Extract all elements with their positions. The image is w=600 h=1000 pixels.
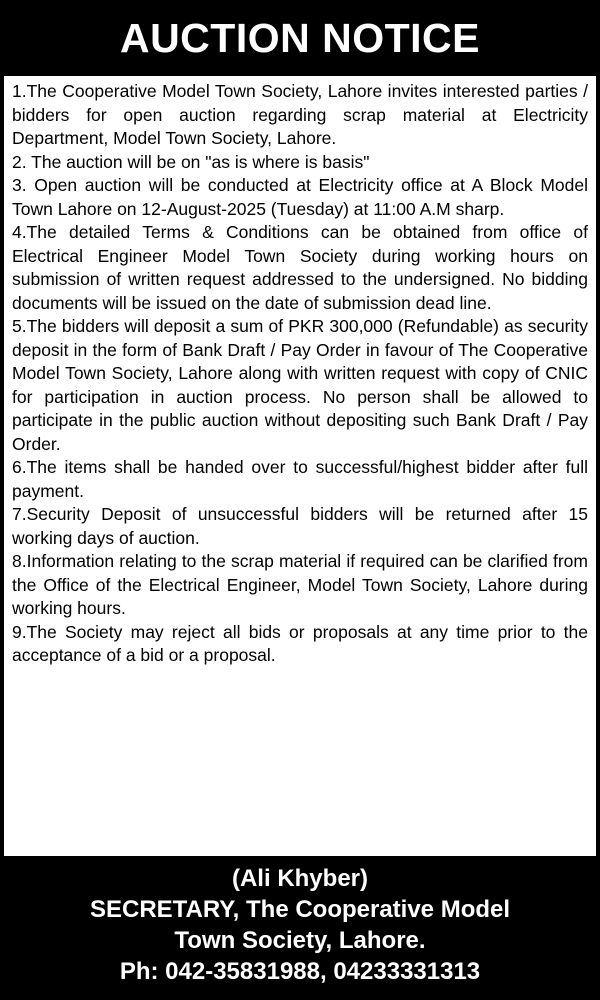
clause-5: 5.The bidders will deposit a sum of PKR 300,000 (Refundable) as security deposit in the form of Bank Draft / Pay Order in favour of The Cooperative Model Town Society, Lahore along with written request with copy of CNIC for participation in auction process. No person shall be allowed to participate in the public auction without depositing such Bank Draft / Pay Order. [12,316,588,454]
clause-1: 1.The Cooperative Model Town Society, Lahore invites interested parties / bidders for open auction regarding scrap material at Electricity Department, Model Town Society, Lahore. [12,81,588,148]
contact-phone: Ph: 042-35831988, 04233331313 [119,958,481,985]
signatory-title-line2: Town Society, Lahore. [174,927,426,954]
signatory-title-line1: SECRETARY, The Cooperative Model [89,896,511,923]
clause-6: 6.The items shall be handed over to successful/highest bidder after full payment. [12,457,588,501]
notice-body [4,76,596,856]
clause-9: 9.The Society may reject all bids or proposals at any time prior to the acceptance of a bid or a proposal. [12,621,588,665]
clause-7: 7.Security Deposit of unsuccessful bidders will be returned after 15 working days of auction. [12,504,588,548]
notice-title: AUCTION NOTICE [119,14,481,61]
clause-2: 2. The auction will be on "as is where is basis" [12,151,370,172]
clause-4: 4.The detailed Terms & Conditions can be obtained from office of Electrical Engineer Model Town Society during working hours on submission of written request addressed to the undersigned. No bidding documents will be issued on the date of submission dead line. [12,222,588,313]
clause-3: 3. Open auction will be conducted at Electricity office at A Block Model Town Lahore on 12-August-2025 (Tuesday) at 11:00 A.M sharp. [12,175,588,219]
signature-block [0,858,600,1000]
clause-8: 8.Information relating to the scrap material if required can be clarified from the Office of the Electrical Engineer, Model Town Society, Lahore during working hours. [12,551,588,618]
signatory-name: (Ali Khyber) [231,865,368,892]
